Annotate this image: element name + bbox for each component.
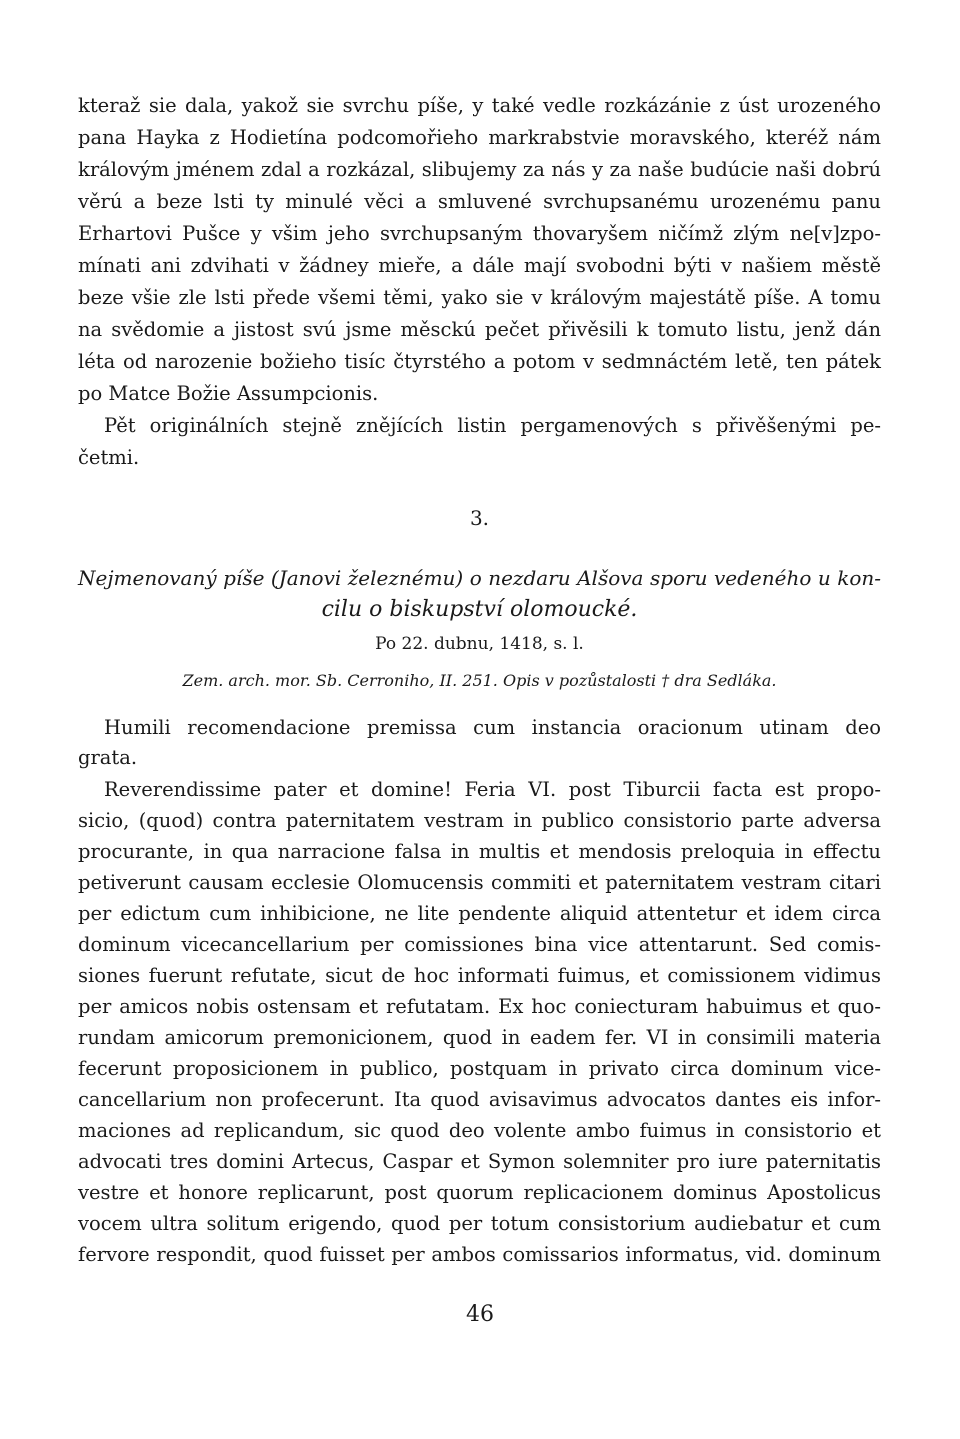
archival-note-line: četmi. bbox=[78, 446, 140, 469]
document-number: 3. bbox=[469, 506, 490, 530]
body-line: grata. bbox=[78, 746, 138, 769]
body-line: petiverunt causam ecclesie Olomucensis commiti et paternitatem vestram citari bbox=[78, 871, 881, 894]
document-source: Zem. arch. mor. Sb. Cerroniho, II. 251. Opis v pozůstalosti † dra Sedláka. bbox=[182, 671, 777, 690]
text-line: mínati ani zdvihati v žádney mieře, a dále mají svobodni býti v našiem městě bbox=[78, 254, 881, 277]
text-line: po Matce Božie Assumpcionis. bbox=[78, 382, 379, 405]
body-line: rundam amicorum premonicionem, quod in eadem fer. VI in consimili materia bbox=[78, 1026, 881, 1049]
body-line: vocem ultra solitum erigendo, quod per totum consistorium audiebatur et cum bbox=[78, 1212, 881, 1235]
page-number: 46 bbox=[466, 1302, 494, 1327]
body-line: cancellarium non profecerunt. Ita quod avisavimus advocatos dantes eis infor- bbox=[78, 1088, 881, 1111]
body-line: Reverendissime pater et domine! Feria VI. post Tiburcii facta est propo- bbox=[104, 778, 881, 801]
body-line: maciones ad replicandum, sic quod deo volente ambo fuimus in consistorio et bbox=[78, 1119, 881, 1142]
body-line: siones fuerunt refutate, sicut de hoc informati fuimus, et comissionem vidimus bbox=[78, 964, 881, 987]
document-date: Po 22. dubnu, 1418, s. l. bbox=[375, 634, 584, 654]
body-line: vestre et honore replicarunt, post quorum replicacionem dominus Apostolicus bbox=[78, 1181, 881, 1204]
body-line: per edictum cum inhibicione, ne lite pendente aliquid attentetur et idem circa bbox=[78, 902, 881, 925]
body-line: fervore respondit, quod fuisset per ambos comissarios informatus, vid. dominum bbox=[78, 1243, 881, 1266]
body-line: dominum vicecancellarium per comissiones bina vice attentarunt. Sed comis- bbox=[78, 933, 881, 956]
body-line: procurante, in qua narracione falsa in multis et mendosis preloquia in effectu bbox=[78, 840, 881, 863]
text-line: věrú a beze lsti ty minulé věci a smluvené svrchupsanému urozenému panu bbox=[78, 190, 881, 213]
text-line: beze všie zle lsti přede všemi těmi, yako sie v královým majestátě píše. A tomu bbox=[78, 286, 881, 309]
body-line: advocati tres domini Artecus, Caspar et Symon solemniter pro iure paternitatis bbox=[78, 1150, 881, 1173]
body-line: Humili recomendacione premissa cum instancia oracionum utinam deo bbox=[104, 716, 881, 739]
text-line: na svědomie a jistost svú jsme měsckú pečet přivěsili k tomuto listu, jenž dán bbox=[78, 318, 881, 341]
body-line: per amicos nobis ostensam et refutatam. Ex hoc coniecturam habuimus et quo- bbox=[78, 995, 881, 1018]
body-line: fecerunt proposicionem in publico, postquam in privato circa dominum vice- bbox=[78, 1057, 881, 1080]
document-title-line: cilu o biskupství olomoucké. bbox=[321, 597, 638, 622]
text-line: pana Hayka z Hodietína podcomořieho markrabstvie moravského, kteréž nám bbox=[78, 126, 881, 149]
text-line: královým jménem zdal a rozkázal, slibujemy za nás y za naše budúcie naši dobrú bbox=[78, 158, 881, 181]
text-line: léta od narozenie božieho tisíc čtyrstého a potom v sedmnáctém letě, ten pátek bbox=[78, 350, 881, 373]
archival-note-line: Pět originálních stejně znějících listin pergamenových s přivěšenými pe- bbox=[104, 414, 881, 437]
document-title-line: Nejmenovaný píše (Janovi železnému) o nezdaru Alšova sporu vedeného u kon- bbox=[78, 566, 881, 590]
text-line: kteraž sie dala, yakož sie svrchu píše, y také vedle rozkázánie z úst urozeného bbox=[78, 94, 881, 117]
body-line: sicio, (quod) contra paternitatem vestram in publico consistorio parte adversa bbox=[78, 809, 881, 832]
text-line: Erhartovi Pušce y všim jeho svrchupsaným thovaryšem ničímž zlým ne[v]zpo- bbox=[78, 222, 881, 245]
